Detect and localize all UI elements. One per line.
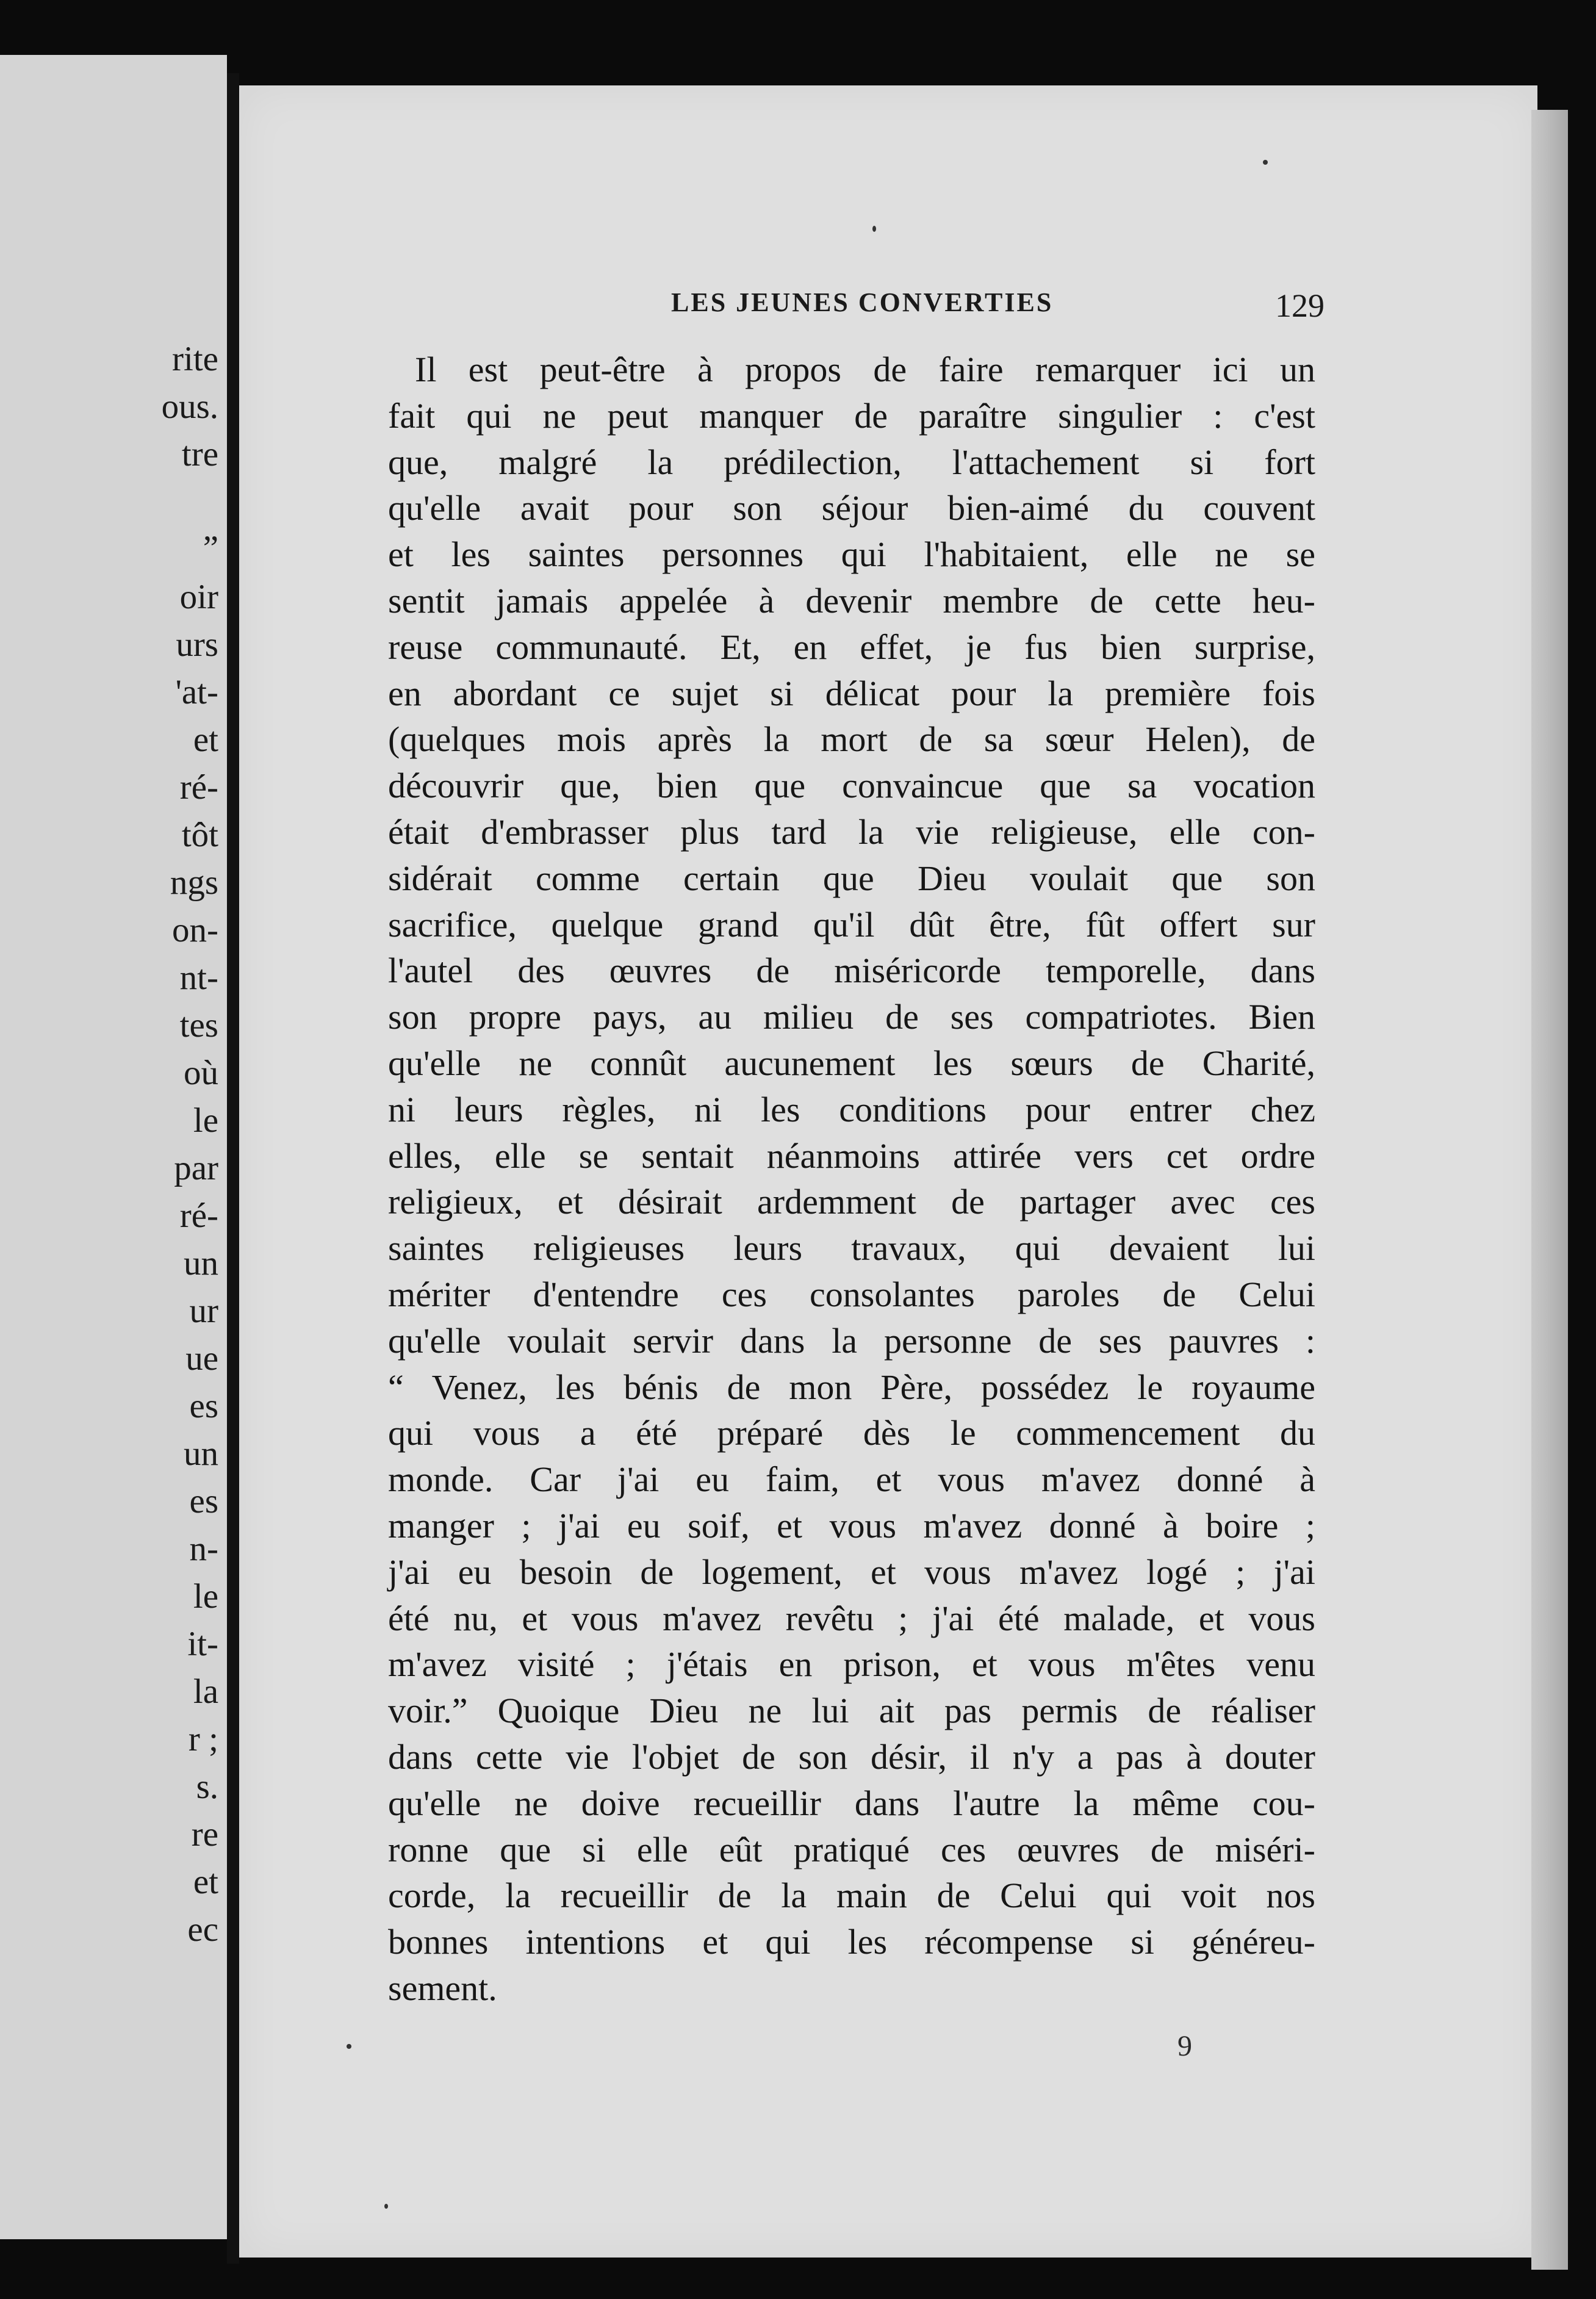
text-line: dans cette vie l'objet de son désir, il n'y a pas à douter: [388, 1736, 1315, 1777]
left-page-fragment: nt-: [179, 959, 218, 997]
text-line: ni leurs règles, ni les conditions pour entrer chez: [388, 1089, 1315, 1129]
left-page-fragment: ue: [185, 1339, 218, 1378]
text-line: ronne que si elle eût pratiqué ces œuvres de miséri-: [388, 1829, 1315, 1869]
text-line: son propre pays, au milieu de ses compatriotes. Bien: [388, 997, 1315, 1037]
left-page-fragment: ous.: [161, 387, 218, 426]
left-page-fragment: r ;: [188, 1720, 218, 1758]
dust-speck: [1263, 160, 1268, 165]
left-page-fragment: ngs: [170, 863, 218, 902]
left-page-fragment: rite: [172, 340, 218, 378]
left-page-fragment: es: [189, 1387, 218, 1425]
text-line: saintes religieuses leurs travaux, qui devaient lui: [388, 1228, 1315, 1268]
text-line: découvrir que, bien que convaincue que sa vocation: [388, 766, 1315, 806]
text-line: elles, elle se sentait néanmoins attirée vers cet ordre: [388, 1135, 1315, 1176]
page-edge: [1531, 110, 1568, 2270]
text-line: bonnes intentions et qui les récompense si généreu-: [388, 1922, 1315, 1962]
body-paragraph: [388, 347, 1315, 2012]
left-page-fragment: es: [189, 1482, 218, 1520]
left-page-fragment: par: [174, 1149, 218, 1187]
text-line: l'autel des œuvres de miséricorde temporelle, dans: [388, 951, 1315, 991]
text-line: qu'elle ne doive recueillir dans l'autre la même cou-: [388, 1783, 1315, 1823]
signature-mark: 9: [1177, 2030, 1192, 2062]
text-line: sentit jamais appelée à devenir membre de cette heu-: [388, 580, 1315, 621]
page-number: 129: [1275, 287, 1325, 324]
left-page-fragment: tre: [181, 435, 218, 473]
dust-speck: [347, 2044, 351, 2049]
text-line: mériter d'entendre ces consolantes paroles de Celui: [388, 1274, 1315, 1314]
text-line: sacrifice, quelque grand qu'il dût être, fût offert sur: [388, 904, 1315, 944]
left-page-fragment: n-: [189, 1530, 218, 1568]
left-facing-page: [0, 55, 227, 2239]
running-head: LES JEUNES CONVERTIES: [671, 287, 1054, 317]
text-line: manger ; j'ai eu soif, et vous m'avez donné à boire ;: [388, 1505, 1315, 1545]
left-page-fragment: it-: [187, 1625, 218, 1663]
left-page-fragment: re: [191, 1815, 218, 1854]
text-line: que, malgré la prédilection, l'attachement si fort: [388, 442, 1315, 482]
text-line: “ Venez, les bénis de mon Père, possédez le royaume: [388, 1367, 1315, 1407]
left-page-fragment: ré-: [179, 768, 218, 807]
left-page-fragment: ur: [189, 1292, 218, 1330]
left-page-fragment: le: [193, 1577, 218, 1616]
left-page-fragment: urs: [176, 625, 218, 664]
text-line: qu'elle avait pour son séjour bien-aimé du couvent: [388, 488, 1315, 528]
left-page-fragment: et: [193, 721, 218, 759]
text-line: sidérait comme certain que Dieu voulait que son: [388, 858, 1315, 898]
left-page-fragment: ré-: [179, 1196, 218, 1235]
left-page-fragment: la: [193, 1672, 218, 1711]
text-line: j'ai eu besoin de logement, et vous m'avez logé ; j'ai: [388, 1552, 1315, 1592]
text-line: qui vous a été préparé dès le commencement du: [388, 1413, 1315, 1453]
text-line: m'avez visité ; j'étais en prison, et vous m'êtes venu: [388, 1644, 1315, 1685]
text-line: qu'elle voulait servir dans la personne de ses pauvres :: [388, 1320, 1315, 1361]
left-page-fragment: oir: [179, 578, 218, 616]
text-line: été nu, et vous m'avez revêtu ; j'ai été malade, et vous: [388, 1598, 1315, 1638]
text-line: était d'embrasser plus tard la vie religieuse, elle con-: [388, 811, 1315, 852]
left-page-fragment: où: [184, 1054, 218, 1092]
left-page-fragment: ec: [187, 1910, 218, 1949]
text-line: reuse communauté. Et, en effet, je fus bien surprise,: [388, 627, 1315, 667]
left-page-fragment: on-: [172, 911, 218, 949]
text-line: sement.: [388, 1968, 497, 2008]
left-page-fragment: 'at-: [175, 673, 218, 711]
text-line: et les saintes personnes qui l'habitaient, elle ne se: [388, 534, 1315, 575]
text-line: fait qui ne peut manquer de paraître singulier : c'est: [388, 395, 1315, 436]
book-gutter: [227, 73, 239, 2264]
left-page-fragment: un: [184, 1244, 218, 1283]
text-line: Il est peut-être à propos de faire remarquer ici un: [415, 350, 1315, 389]
text-line: monde. Car j'ai eu faim, et vous m'avez donné à: [388, 1459, 1315, 1500]
left-page-fragment: ”: [203, 529, 218, 567]
text-line: corde, la recueillir de la main de Celui qui voit nos: [388, 1876, 1315, 1916]
left-page-fragment: tes: [179, 1006, 218, 1045]
text-line: voir.” Quoique Dieu ne lui ait pas permis de réaliser: [388, 1691, 1315, 1731]
left-page-fragment: le: [193, 1101, 218, 1140]
left-page-fragment: un: [184, 1434, 218, 1473]
text-line: (quelques mois après la mort de sa sœur Helen), de: [388, 719, 1315, 760]
text-line: en abordant ce sujet si délicat pour la première fois: [388, 673, 1315, 713]
left-page-fragment: et: [193, 1863, 218, 1901]
left-page-fragment: s.: [196, 1768, 218, 1806]
text-line: qu'elle ne connût aucunement les sœurs de Charité,: [388, 1043, 1315, 1083]
dust-speck: [872, 226, 876, 232]
left-page-fragment: tôt: [181, 816, 218, 854]
dust-speck: [384, 2204, 388, 2209]
text-line: religieux, et désirait ardemment de partager avec ces: [388, 1182, 1315, 1222]
